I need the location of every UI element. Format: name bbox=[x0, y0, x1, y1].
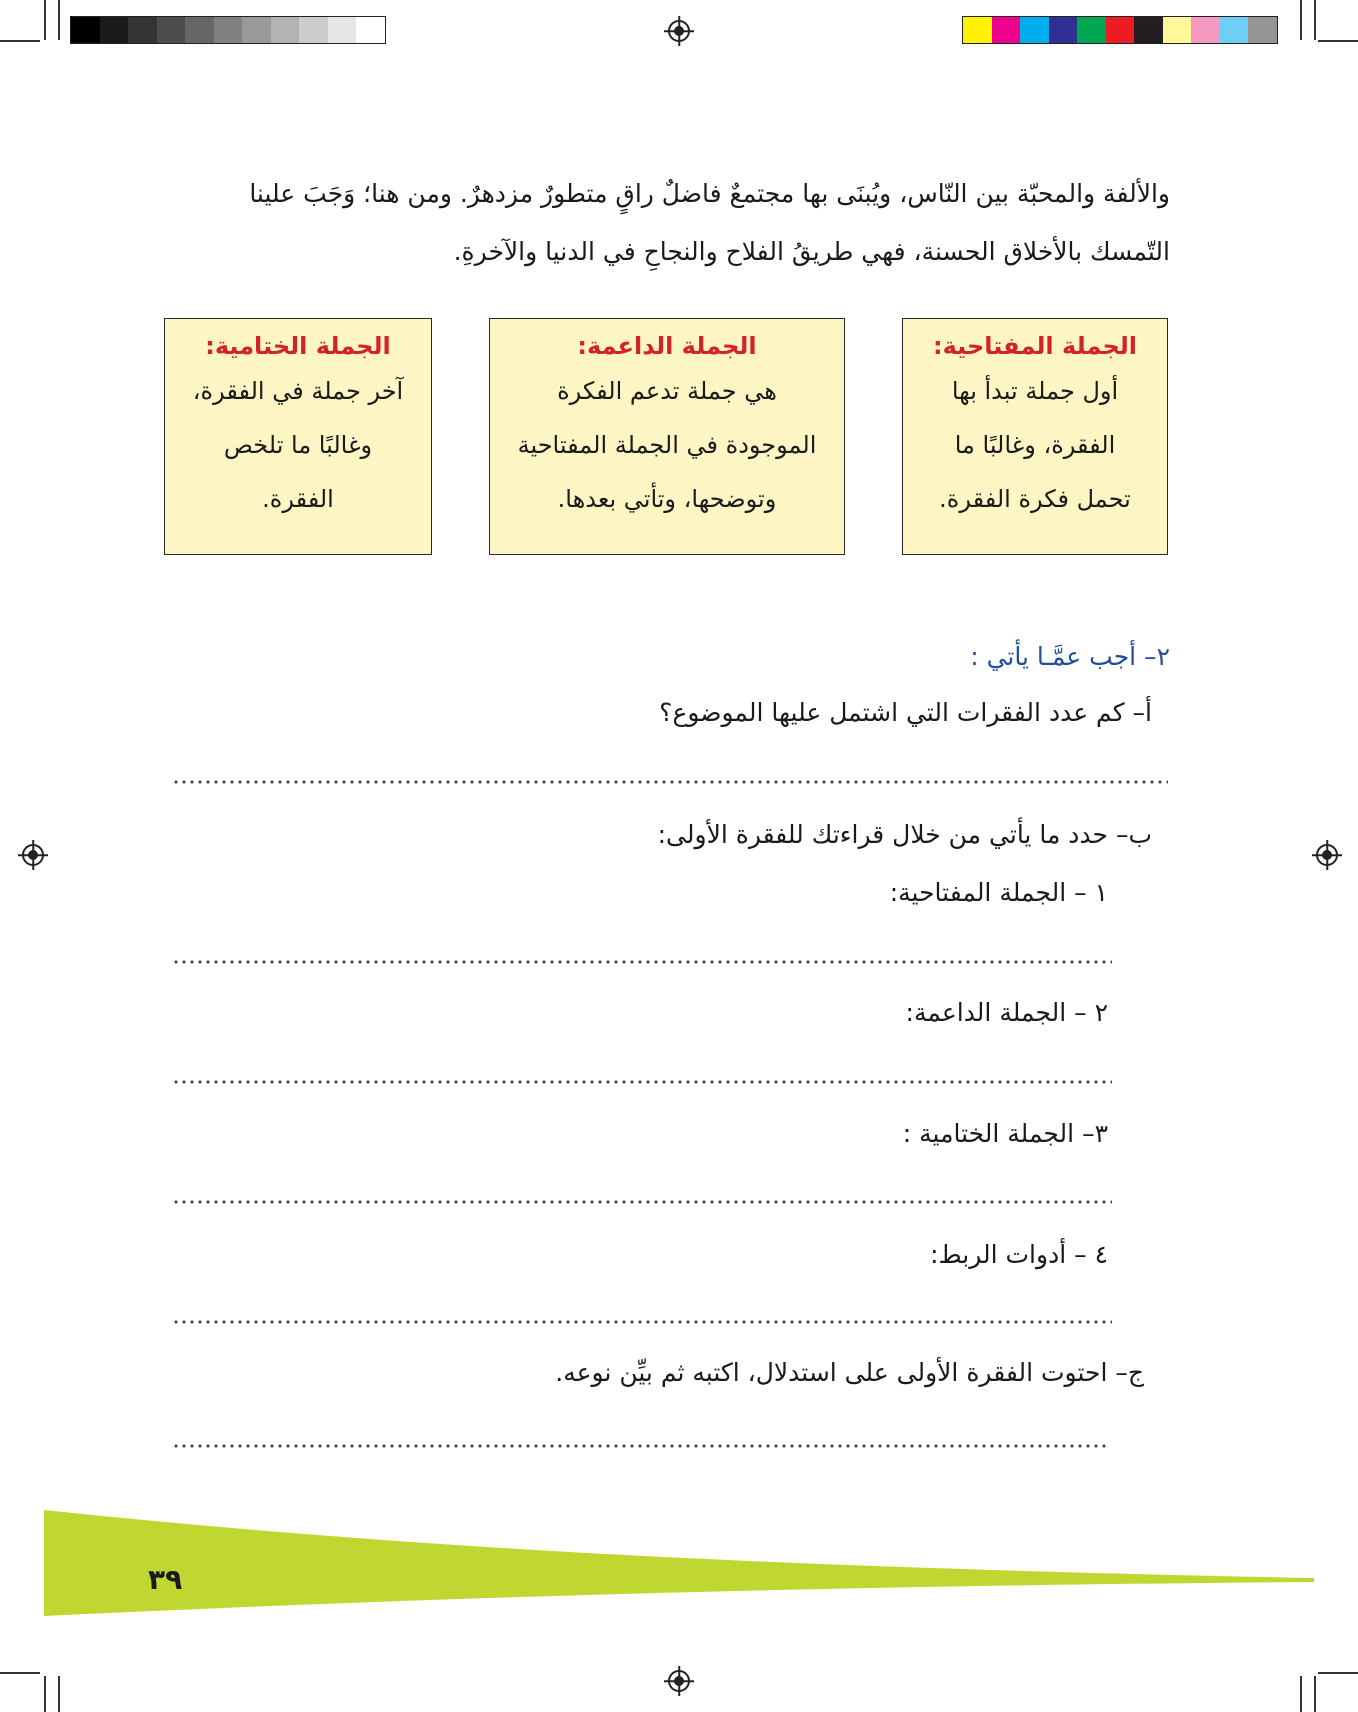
color-swatch bbox=[1049, 17, 1078, 43]
gray-swatch bbox=[242, 17, 271, 43]
registration-mark-top bbox=[668, 20, 690, 42]
box-line: هي جملة تدعم الفكرة bbox=[557, 377, 777, 405]
registration-mark-right bbox=[1316, 844, 1338, 866]
color-swatch bbox=[1020, 17, 1049, 43]
crop-mark bbox=[44, 0, 46, 40]
crop-mark bbox=[1318, 40, 1358, 42]
answer-line-a[interactable] bbox=[172, 779, 1168, 785]
color-swatch bbox=[1163, 17, 1192, 43]
gray-swatch bbox=[128, 17, 157, 43]
box-line: وتوضحها، وتأتي بعدها. bbox=[557, 485, 777, 513]
box-line: أول جملة تبدأ بها bbox=[951, 377, 1119, 405]
box-title: الجملة الختامية: bbox=[205, 332, 391, 360]
closing-sentence-box bbox=[164, 318, 432, 555]
question-b-item: ٣– الجملة الختامية : bbox=[902, 1119, 1108, 1148]
box-line: وغالبًا ما تلخص bbox=[223, 431, 373, 459]
question-b: ب– حدد ما يأتي من خلال قراءتك للفقرة الأولى: bbox=[657, 820, 1152, 849]
paragraph-line: التّمسك بالأخلاق الحسنة، فهي طريقُ الفلاح والنجاحِ في الدنيا والآخرةِ. bbox=[453, 237, 1170, 266]
box-line: الفقرة، وغالبًا ما bbox=[954, 431, 1116, 459]
paragraph-line: والألفة والمحبّة بين النّاس، ويُبنَى بها مجتمعٌ فاضلٌ راقٍ متطورٌ مزدهرٌ. ومن هنا؛ وَجَبَ علينا bbox=[249, 179, 1170, 208]
question-b-item: ١ – الجملة المفتاحية: bbox=[889, 878, 1108, 907]
color-swatch bbox=[963, 17, 992, 43]
footer-green-band bbox=[44, 1510, 1314, 1618]
crop-mark bbox=[1300, 1676, 1302, 1712]
box-title: الجملة المفتاحية: bbox=[933, 332, 1137, 360]
crop-mark bbox=[1318, 1672, 1358, 1674]
color-swatch bbox=[992, 17, 1021, 43]
crop-mark bbox=[1314, 0, 1316, 40]
box-line: الفقرة. bbox=[262, 485, 334, 513]
box-title: الجملة الداعمة: bbox=[577, 332, 757, 360]
answer-line-b1[interactable] bbox=[172, 959, 1112, 965]
answer-line-b2[interactable] bbox=[172, 1079, 1112, 1085]
process-color-bar bbox=[962, 16, 1278, 44]
question-a: أ– كم عدد الفقرات التي اشتمل عليها الموضوع؟ bbox=[659, 698, 1152, 727]
supporting-sentence-box bbox=[489, 318, 845, 555]
crop-mark bbox=[0, 1672, 40, 1674]
gray-swatch bbox=[356, 17, 385, 43]
answer-line-c[interactable] bbox=[172, 1443, 1106, 1449]
registration-mark-bottom bbox=[668, 1670, 690, 1692]
gray-swatch bbox=[71, 17, 100, 43]
color-swatch bbox=[1077, 17, 1106, 43]
crop-mark bbox=[1314, 1676, 1316, 1712]
grayscale-color-bar bbox=[70, 16, 386, 44]
color-swatch bbox=[1106, 17, 1135, 43]
box-line: الموجودة في الجملة المفتاحية bbox=[517, 431, 817, 459]
opening-sentence-box bbox=[902, 318, 1168, 555]
crop-mark bbox=[58, 1676, 60, 1712]
gray-swatch bbox=[100, 17, 129, 43]
page-number: ٣٩ bbox=[148, 1563, 183, 1596]
gray-swatch bbox=[328, 17, 357, 43]
color-swatch bbox=[1220, 17, 1249, 43]
question-b-item: ٤ – أدوات الربط: bbox=[930, 1240, 1108, 1269]
exercise-heading: ٢– أجب عمَّـا يأتي : bbox=[970, 642, 1170, 671]
answer-line-b3[interactable] bbox=[172, 1199, 1112, 1205]
reading-paragraph bbox=[160, 165, 1170, 281]
gray-swatch bbox=[214, 17, 243, 43]
color-swatch bbox=[1134, 17, 1163, 43]
box-line: آخر جملة في الفقرة، bbox=[192, 377, 404, 405]
crop-mark bbox=[1300, 0, 1302, 40]
crop-mark bbox=[0, 40, 40, 42]
color-swatch bbox=[1248, 17, 1277, 43]
box-line: تحمل فكرة الفقرة. bbox=[939, 485, 1131, 513]
crop-mark bbox=[44, 1676, 46, 1712]
gray-swatch bbox=[157, 17, 186, 43]
gray-swatch bbox=[185, 17, 214, 43]
color-swatch bbox=[1191, 17, 1220, 43]
gray-swatch bbox=[271, 17, 300, 43]
crop-mark bbox=[58, 0, 60, 40]
question-c: ج– احتوت الفقرة الأولى على استدلال، اكتبه ثم بيِّن نوعه. bbox=[555, 1358, 1144, 1387]
answer-line-b4[interactable] bbox=[172, 1319, 1112, 1325]
registration-mark-left bbox=[22, 844, 44, 866]
gray-swatch bbox=[299, 17, 328, 43]
question-b-item: ٢ – الجملة الداعمة: bbox=[905, 998, 1108, 1027]
